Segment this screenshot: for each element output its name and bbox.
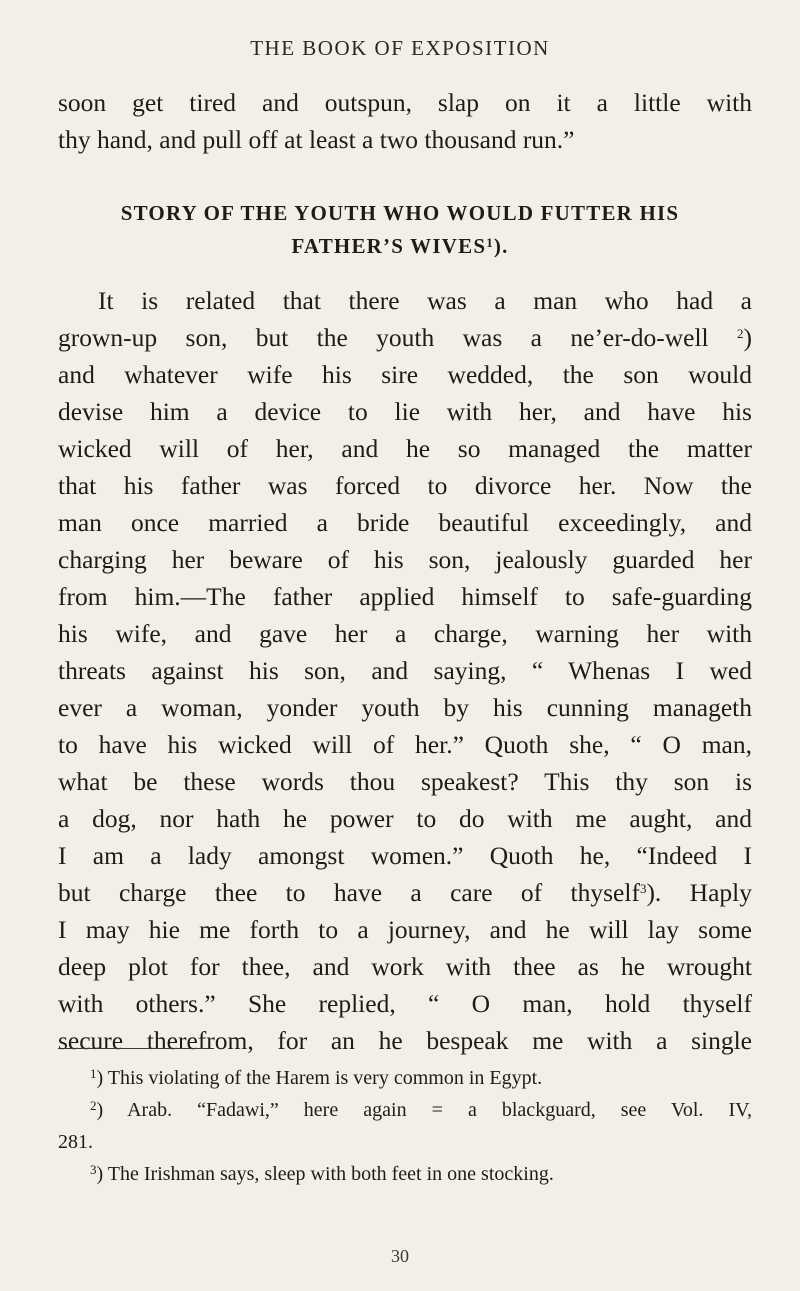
footnote-2-continued: 281. bbox=[58, 1131, 93, 1153]
paragraph-line: thy hand, and pull off at least a two thousand run.” bbox=[58, 125, 575, 154]
footnote-marker: 3 bbox=[90, 1162, 97, 1177]
story-title-line: FATHER’S WIVES$^1$). bbox=[291, 234, 509, 258]
paragraph-line: man once married a bride beautiful exceedingly, and bbox=[58, 508, 752, 537]
paragraph-line: It is related that there was a man who had a bbox=[98, 286, 752, 315]
paragraph-line: and whatever wife his sire wedded, the son would bbox=[58, 360, 752, 389]
footnotes bbox=[58, 1062, 752, 1190]
footnote-3: $^3$) The Irishman says, sleep with both feet in one stocking. bbox=[90, 1162, 554, 1185]
paragraph-line: to have his wicked will of her.” Quoth she, “ O man, bbox=[58, 730, 752, 759]
main-paragraph bbox=[58, 282, 752, 1059]
footnote-ref: 3 bbox=[639, 881, 647, 896]
paragraph-line: wicked will of her, and he so managed the matter bbox=[58, 434, 752, 463]
footnote-marker: 2 bbox=[90, 1098, 97, 1113]
story-title bbox=[0, 197, 800, 263]
footnote-ref: 1 bbox=[486, 235, 494, 250]
footnote-1: $^1$) This violating of the Harem is very common in Egypt. bbox=[90, 1066, 543, 1089]
paragraph-line: what be these words thou speakest? This thy son is bbox=[58, 767, 752, 796]
story-title-line: STORY OF THE YOUTH WHO WOULD FUTTER HIS bbox=[120, 201, 680, 225]
paragraph-line: with others.” She replied, “ O man, hold thyself bbox=[58, 989, 752, 1018]
paragraph-line: but charge thee to have a care of thyself$^3$). Haply bbox=[58, 878, 752, 907]
paragraph-line: a dog, nor hath he power to do with me aught, and bbox=[58, 804, 752, 833]
paragraph-line: I am a lady amongst women.” Quoth he, “Indeed I bbox=[58, 841, 752, 870]
running-head: THE BOOK OF EXPOSITION bbox=[250, 36, 550, 60]
footnote-ref: 2 bbox=[737, 326, 744, 341]
paragraph-line: that his father was forced to divorce her. Now the bbox=[58, 471, 752, 500]
footnote-divider bbox=[58, 1048, 214, 1049]
footnote-2: $^2$) Arab. “Fadawi,” here again = a blackguard, see Vol. IV, bbox=[90, 1098, 752, 1121]
paragraph-line: ever a woman, yonder youth by his cunning manageth bbox=[58, 693, 752, 722]
paragraph-line: devise him a device to lie with her, and have his bbox=[58, 397, 752, 426]
paragraph-line: soon get tired and outspun, slap on it a little with bbox=[58, 88, 752, 117]
paragraph-line: his wife, and gave her a charge, warning her with bbox=[58, 619, 752, 648]
paragraph-line: grown-up son, but the youth was a ne’er-do-well $^2$) bbox=[58, 323, 752, 352]
paragraph-line: I may hie me forth to a journey, and he will lay some bbox=[58, 915, 752, 944]
paragraph-line: from him.—The father applied himself to safe-guarding bbox=[58, 582, 752, 611]
top-paragraph bbox=[58, 84, 752, 158]
paragraph-line: threats against his son, and saying, “ Whenas I wed bbox=[58, 656, 752, 685]
paragraph-line: secure therefrom, for an he bespeak me with a single bbox=[58, 1026, 752, 1055]
footnote-marker: 1 bbox=[90, 1066, 97, 1081]
paragraph-line: charging her beware of his son, jealously guarded her bbox=[58, 545, 752, 574]
paragraph-line: deep plot for thee, and work with thee as he wrought bbox=[58, 952, 752, 981]
page-number: 30 bbox=[391, 1246, 409, 1266]
